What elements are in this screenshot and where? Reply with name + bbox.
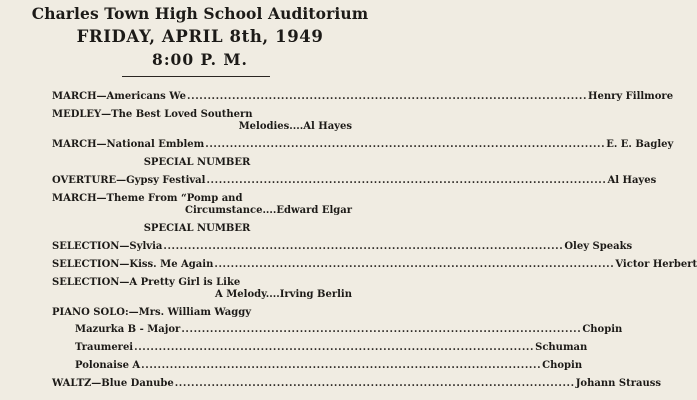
program-line [52, 175, 657, 187]
program-item [52, 109, 352, 133]
program-line [52, 241, 633, 253]
piece-title: MEDLEY—The Best Loved Southern [52, 109, 253, 120]
program-item [52, 175, 657, 187]
program-item [52, 241, 633, 253]
dot-leader: .................................................................................................. [163, 241, 564, 252]
program-line [75, 342, 588, 354]
program-line [52, 139, 674, 151]
composer-name: E. E. Bagley [606, 139, 674, 150]
program-line [75, 324, 623, 336]
dot-leader: .................................................................................................. [181, 324, 582, 335]
composer-name: Al Hayes [607, 175, 657, 186]
piece-title: SELECTION—Kiss. Me Again [52, 259, 214, 270]
venue-heading: Charles Town High School Auditorium [31, 4, 369, 23]
dot-leader: .................................................................................................. [174, 378, 575, 389]
program-item [52, 277, 352, 301]
composer-name: Victor Herbert [615, 259, 697, 270]
piece-title: MARCH—National Emblem [52, 139, 205, 150]
composer-name: Al Hayes [303, 121, 352, 132]
piece-title: SELECTION—A Pretty Girl is Like [52, 277, 241, 288]
composer-name: Oley Speaks [564, 241, 633, 252]
piece-title: OVERTURE—Gypsy Festival [52, 175, 206, 186]
dot-leader: .... [289, 121, 304, 132]
composer-name: Chopin [582, 324, 623, 335]
dot-leader: .................................................................................................. [141, 360, 542, 371]
dot-leader: .... [265, 289, 280, 300]
piano-solo-heading: PIANO SOLO:—Mrs. William Waggy [52, 307, 252, 318]
program-item [52, 378, 661, 390]
piece-title-continued: A Melody [215, 289, 266, 300]
piece-title: MARCH—Americans We [52, 91, 187, 102]
program-line-continuation [52, 205, 352, 217]
piece-title: MARCH—Theme From “Pomp and [52, 193, 243, 204]
program-item [52, 139, 674, 151]
composer-name: Irving Berlin [279, 289, 352, 300]
program-line [52, 378, 661, 390]
piece-title: WALTZ—Blue Danube [52, 378, 174, 389]
composer-name: Edward Elgar [276, 205, 352, 216]
program-line-continuation [52, 289, 352, 301]
piece-title: SELECTION—Sylvia [52, 241, 163, 252]
dot-leader: .... [262, 205, 277, 216]
date-heading: FRIDAY, APRIL 8th, 1949 [76, 27, 324, 46]
program-line [52, 91, 674, 103]
program-item [52, 259, 697, 271]
composer-name: Henry Fillmore [588, 91, 674, 102]
special-number-heading: SPECIAL NUMBER [143, 223, 251, 234]
piano-piece-item [52, 342, 588, 354]
dot-leader: .................................................................................................. [206, 175, 607, 186]
composer-name: Johann Strauss [575, 378, 661, 389]
piece-title: Traumerei [75, 342, 134, 353]
program-line [75, 360, 583, 372]
composer-name: Schuman [535, 342, 588, 353]
program-line-continuation [52, 121, 352, 133]
program-item [52, 91, 674, 103]
piece-title-continued: Circumstance [185, 205, 263, 216]
piece-title: Polonaise A [75, 360, 141, 371]
program-item [52, 193, 352, 217]
special-number-heading: SPECIAL NUMBER [143, 157, 251, 168]
piano-piece-item [52, 360, 583, 372]
header-divider [122, 76, 270, 77]
time-heading: 8:00 P. M. [152, 50, 248, 69]
piece-title: Mazurka B - Major [75, 324, 181, 335]
piano-piece-item [52, 324, 623, 336]
dot-leader: .................................................................................................. [187, 91, 588, 102]
composer-name: Chopin [542, 360, 583, 371]
dot-leader: .................................................................................................. [205, 139, 606, 150]
piece-title-continued: Melodies [238, 121, 290, 132]
program-line [52, 259, 697, 271]
dot-leader: .................................................................................................. [134, 342, 535, 353]
program-list [52, 91, 697, 396]
dot-leader: .................................................................................................. [214, 259, 615, 270]
